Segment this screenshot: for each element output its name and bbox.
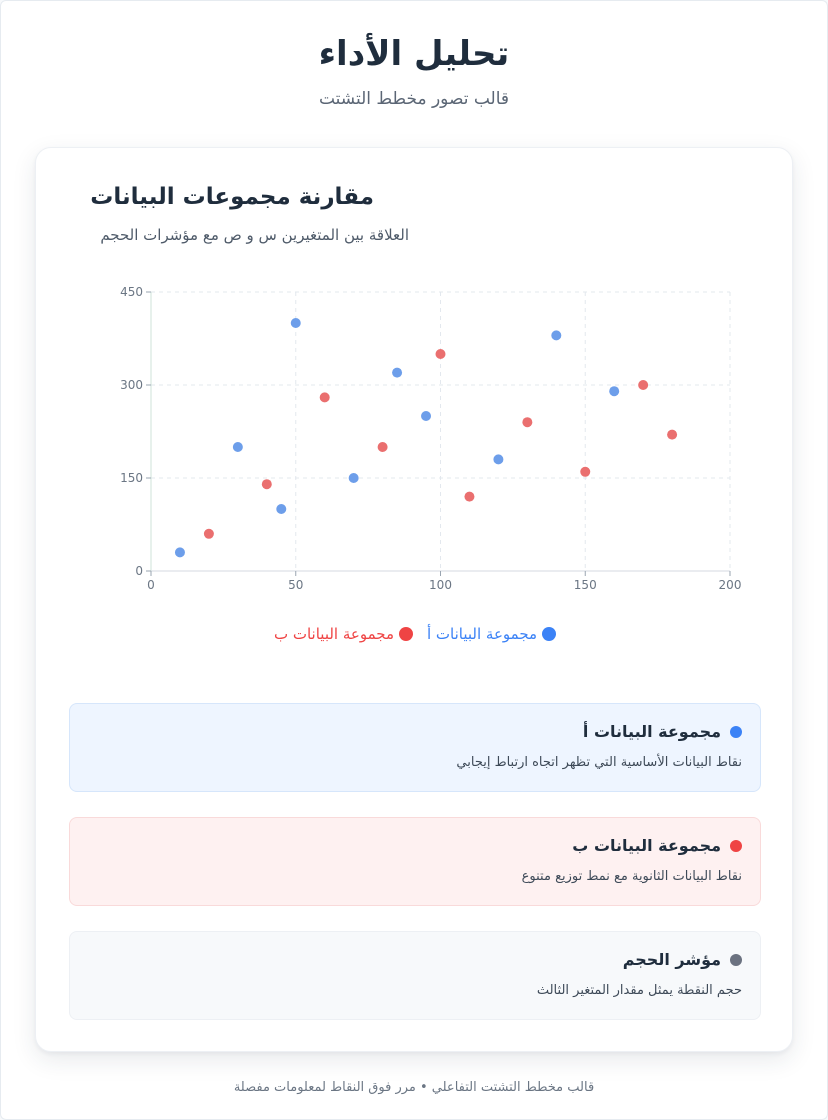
y-tick-label: 0	[135, 564, 143, 578]
x-tick-label: 150	[573, 578, 597, 592]
page-title: تحليل الأداء	[318, 34, 510, 74]
info-text-size-indicator: حجم النقطة يمثل مقدار المتغير الثالث	[536, 983, 742, 998]
data-point-series-b[interactable]	[204, 529, 214, 539]
x-tick-label: 0	[147, 578, 155, 592]
info-title-series-a: مجموعة البيانات أ	[582, 722, 721, 741]
info-dot-size-indicator	[730, 954, 742, 966]
y-tick-label: 450	[120, 285, 143, 299]
legend-item-series-a[interactable]	[427, 625, 556, 643]
legend-label-series-a: مجموعة البيانات أ	[426, 625, 538, 643]
card-description: العلاقة بين المتغيرين س و ص مع مؤشرات الحجم	[100, 226, 409, 244]
legend-dot-series-a	[542, 627, 556, 641]
y-tick-label: 150	[120, 471, 143, 485]
data-point-series-b[interactable]	[436, 349, 446, 359]
data-point-series-b[interactable]	[667, 430, 677, 440]
data-point-series-a[interactable]	[175, 547, 185, 557]
info-dot-series-a	[730, 726, 742, 738]
data-point-series-a[interactable]	[276, 504, 286, 514]
info-text-series-b: نقاط البيانات الثانوية مع نمط توزيع متنوع	[521, 869, 742, 884]
info-title-series-b: مجموعة البيانات ب	[572, 836, 721, 855]
info-dot-series-b	[730, 840, 742, 852]
data-point-series-a[interactable]	[291, 318, 301, 328]
y-tick-label: 300	[120, 378, 143, 392]
page-subtitle: قالب تصور مخطط التشتت	[318, 89, 510, 109]
x-tick-label: 200	[718, 578, 742, 592]
info-box-series-b	[69, 817, 761, 906]
data-point-series-a[interactable]	[392, 368, 402, 378]
data-point-series-a[interactable]	[551, 330, 561, 340]
data-point-series-b[interactable]	[320, 392, 330, 402]
chart-card	[35, 147, 793, 1052]
info-title-size-indicator: مؤشر الحجم	[622, 950, 721, 969]
data-point-series-b[interactable]	[378, 442, 388, 452]
legend-item-series-b[interactable]	[274, 625, 413, 643]
info-box-series-a	[69, 703, 761, 792]
legend-dot-series-b	[399, 627, 413, 641]
data-point-series-b[interactable]	[522, 417, 532, 427]
card-title: مقارنة مجموعات البيانات	[90, 184, 374, 210]
legend-label-series-b: مجموعة البيانات ب	[273, 625, 394, 643]
data-point-series-b[interactable]	[580, 467, 590, 477]
x-tick-label: 50	[288, 578, 304, 592]
data-point-series-b[interactable]	[464, 492, 474, 502]
info-box-size-indicator	[69, 931, 761, 1020]
info-text-series-a: نقاط البيانات الأساسية التي تظهر اتجاه ارتباط إيجابي	[456, 755, 742, 770]
data-point-series-b[interactable]	[638, 380, 648, 390]
scatter-chart	[36, 148, 794, 618]
x-tick-label: 100	[429, 578, 452, 592]
chart-legend	[36, 625, 794, 643]
data-point-series-b[interactable]	[262, 479, 272, 489]
data-point-series-a[interactable]	[349, 473, 359, 483]
page-footer: قالب مخطط التشتت التفاعلي • مرر فوق النقاط لمعلومات مفصلة	[233, 1080, 595, 1095]
data-point-series-a[interactable]	[421, 411, 431, 421]
data-point-series-a[interactable]	[233, 442, 243, 452]
page-header	[0, 30, 828, 110]
data-point-series-a[interactable]	[493, 454, 503, 464]
data-point-series-a[interactable]	[609, 386, 619, 396]
